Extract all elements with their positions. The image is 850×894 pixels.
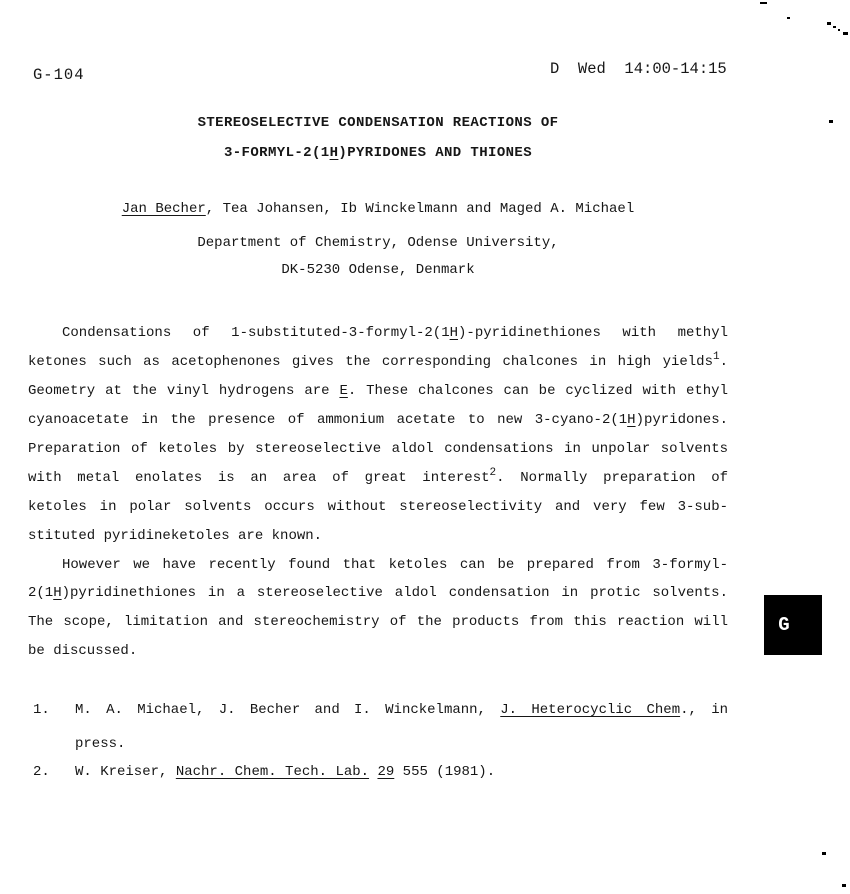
text-line: Preparation of ketoles by stereoselective aldol condensations in unpolar solvents — [28, 440, 728, 457]
section-index-tab-label: G — [778, 614, 790, 636]
scan-speck — [827, 22, 831, 25]
authors-line: Jan Becher, Tea Johansen, Ib Winckelmann and Maged A. Michael — [121, 201, 635, 217]
paper-title-line-1: STEREOSELECTIVE CONDENSATION REACTIONS OF — [197, 115, 559, 131]
reference-text — [75, 758, 728, 787]
text-line: with metal enolates is an area of great interest$^2$. Normally preparation of — [28, 466, 728, 486]
abstract-body — [28, 319, 728, 665]
session-schedule: D Wed 14:00-14:15 — [550, 60, 727, 78]
scan-speck — [838, 29, 840, 31]
text-line: cyanoacetate in the presence of ammonium acetate to new 3-cyano-2(1H)pyridones. — [28, 412, 728, 429]
reference-item-1 — [33, 696, 733, 758]
text-line: Geometry at the vinyl hydrogens are E. These chalcones can be cyclized with ethyl — [28, 383, 728, 400]
reference-item-2 — [33, 758, 733, 787]
scan-speck — [787, 17, 790, 19]
section-index-tab — [764, 595, 822, 655]
text-line: ketones such as acetophenones gives the corresponding chalcones in high yields$^1$. — [28, 350, 728, 370]
scan-speck — [760, 2, 767, 4]
scan-speck — [822, 852, 826, 855]
text-line: Condensations of 1-substituted-3-formyl-2(1H)-pyridinethiones with methyl — [62, 325, 728, 341]
text-line: press. — [75, 735, 126, 752]
text-line: ketoles in polar solvents occurs without stereoselectivity and very few 3-sub- — [28, 499, 728, 516]
text-line: 2(1H)pyridinethiones in a stereoselective aldol condensation in protic solvents. — [28, 585, 728, 602]
text-line: W. Kreiser, Nachr. Chem. Tech. Lab. 29 555 (1981). — [75, 764, 496, 781]
text-line: M. A. Michael, J. Becher and I. Winckelmann, J. Heterocyclic Chem., in — [75, 702, 728, 718]
text-line: However we have recently found that ketoles can be prepared from 3-formyl- — [62, 556, 728, 573]
scan-speck — [843, 32, 848, 35]
text-line: be discussed. — [28, 642, 138, 659]
text-line: The scope, limitation and stereochemistry of the products from this reaction will — [28, 614, 728, 631]
address-line: DK-5230 Odense, Denmark — [281, 262, 475, 278]
scan-speck — [833, 26, 836, 28]
reference-text — [75, 696, 728, 758]
paper-title-line-2: 3-FORMYL-2(1H)PYRIDONES AND THIONES — [223, 145, 533, 161]
reference-number: 2. — [33, 764, 50, 781]
affiliation-line: Department of Chemistry, Odense University, — [197, 235, 559, 251]
scan-speck — [842, 884, 846, 887]
reference-list — [33, 696, 733, 787]
scan-speck — [829, 120, 833, 123]
reference-number: 1. — [33, 702, 50, 718]
text-line: stituted pyridineketoles are known. — [28, 527, 323, 544]
paper-code: G-104 — [33, 66, 85, 84]
